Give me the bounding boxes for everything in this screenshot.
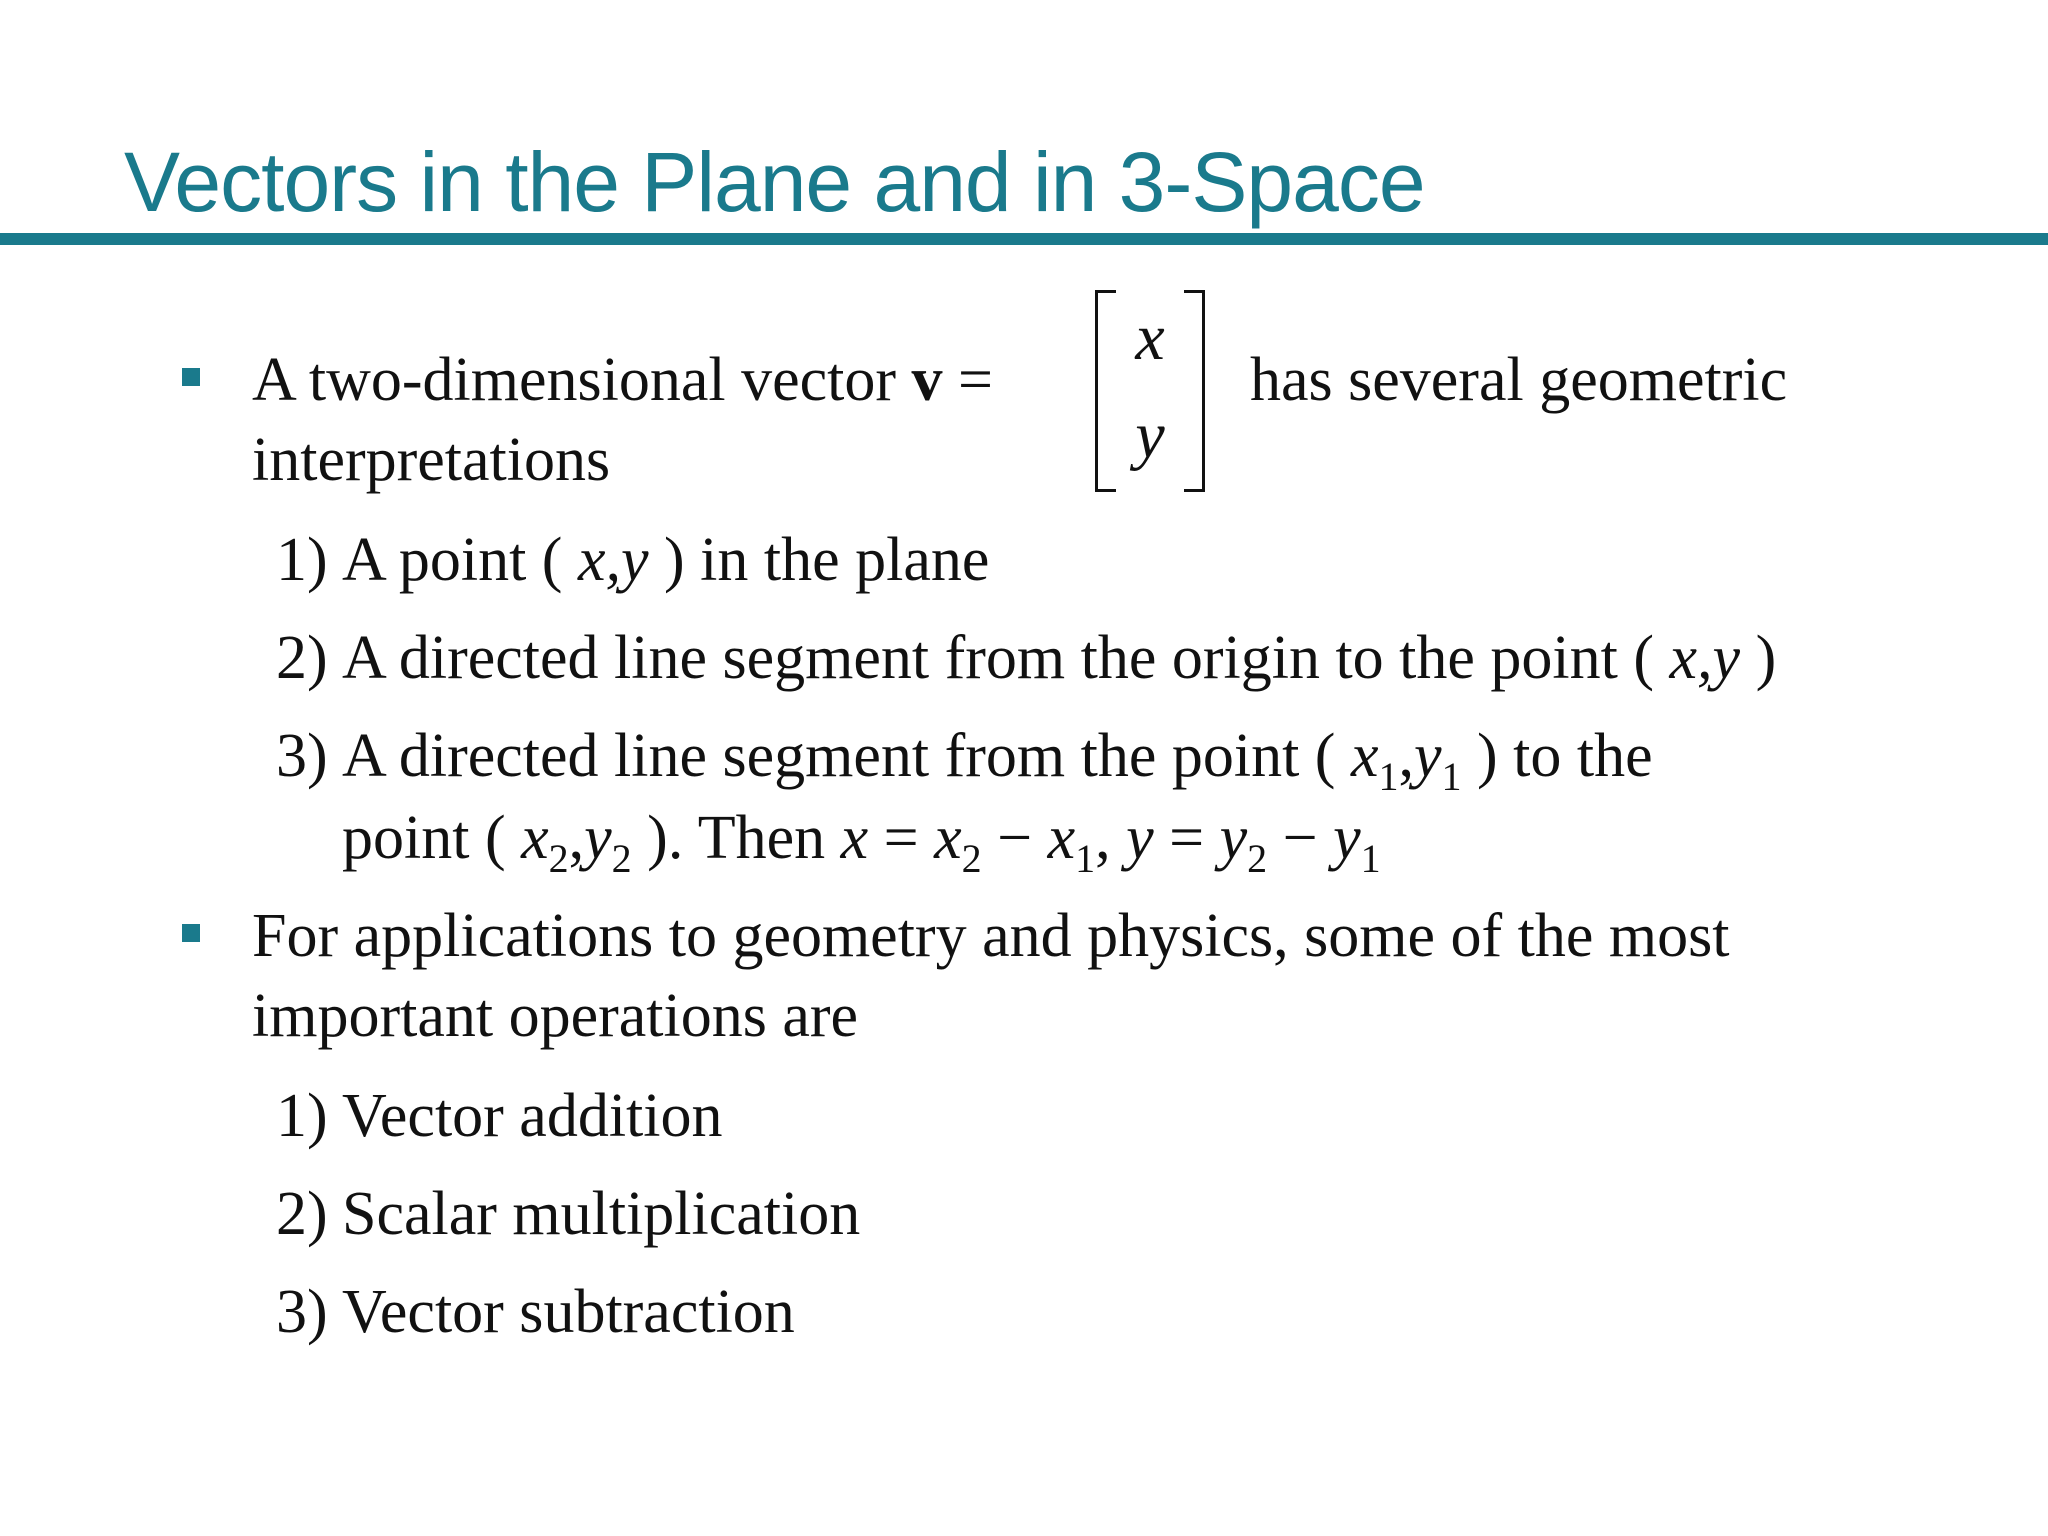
item-number: 3) — [276, 722, 328, 790]
operation-item-3 — [276, 1272, 795, 1352]
item-text: Scalar multiplication — [342, 1180, 861, 1248]
var-y: y — [1333, 804, 1361, 872]
slide-title: Vectors in the Plane and in 3-Space — [124, 135, 1425, 229]
bullet-marker — [182, 924, 200, 942]
item-text-end: ) — [1755, 624, 1777, 692]
item-text: A directed line segment from the point ( — [342, 722, 1336, 790]
minus-sign: − — [997, 804, 1033, 872]
title-divider — [0, 233, 2048, 245]
bullet-2-continuation: important operations are — [252, 982, 859, 1050]
subscript: 1 — [1360, 836, 1381, 881]
coordinate-var: x,y — [1669, 624, 1741, 692]
subscript: 1 — [1075, 836, 1096, 881]
bullet-1-lead-text: A two-dimensional vector — [252, 346, 896, 414]
item-number: 2) — [276, 624, 328, 692]
item-number: 2) — [276, 1180, 328, 1248]
item-text: A directed line segment from the origin to the point ( — [342, 624, 1655, 692]
bullet-1-continuation: interpretations — [252, 426, 611, 494]
column-vector-matrix — [1095, 290, 1205, 490]
var-x: x — [840, 804, 869, 872]
item-number: 1) — [276, 526, 328, 594]
bullet-marker — [182, 368, 200, 386]
interpretation-item-3 — [276, 716, 1653, 799]
comma: , — [1095, 804, 1111, 872]
var-x: x — [934, 804, 962, 872]
equals-sign: = — [957, 346, 993, 414]
interpretation-item-1 — [276, 520, 989, 600]
item-text: Vector addition — [342, 1082, 723, 1150]
bullet-1-lead — [252, 340, 993, 420]
bullet-1-trail: has several geometric — [1250, 346, 1788, 414]
coordinate-var: x,y — [577, 526, 649, 594]
matrix-entry-bottom: y — [1135, 399, 1165, 472]
item-text: point ( — [342, 804, 506, 872]
item-text: ). Then — [647, 804, 826, 872]
interpretation-item-3-continuation — [342, 798, 1381, 881]
item-text-end: ) to the — [1477, 722, 1653, 790]
matrix-entry-top: x — [1135, 301, 1165, 374]
subscript: 2 — [1247, 836, 1268, 881]
comma: , — [568, 804, 585, 872]
operation-item-2 — [276, 1174, 860, 1254]
subscript: 2 — [961, 836, 982, 881]
minus-sign: − — [1282, 804, 1318, 872]
equals-sign: = — [1169, 804, 1205, 872]
subscript: 1 — [1441, 754, 1462, 799]
item-number: 1) — [276, 1082, 328, 1150]
subscript: 2 — [611, 836, 632, 881]
var-y: y — [584, 804, 612, 872]
var-x: x — [521, 804, 549, 872]
subscript: 2 — [548, 836, 569, 881]
vector-symbol: v — [911, 346, 943, 414]
equals-sign: = — [883, 804, 919, 872]
var-x: x — [1350, 722, 1379, 790]
var-y: y — [1126, 804, 1154, 872]
var-y: y — [1219, 804, 1248, 872]
bullet-2-lead: For applications to geometry and physics, some of the most — [252, 902, 1730, 970]
interpretation-item-2 — [276, 618, 1776, 698]
var-y: y — [1413, 722, 1442, 790]
item-text: A point ( — [342, 526, 563, 594]
item-number: 3) — [276, 1278, 328, 1346]
operation-item-1 — [276, 1076, 723, 1156]
item-text: Vector subtraction — [342, 1278, 795, 1346]
item-text-end: ) in the plane — [664, 526, 990, 594]
comma: , — [1398, 722, 1414, 790]
var-x: x — [1047, 804, 1076, 872]
subscript: 1 — [1378, 754, 1399, 799]
